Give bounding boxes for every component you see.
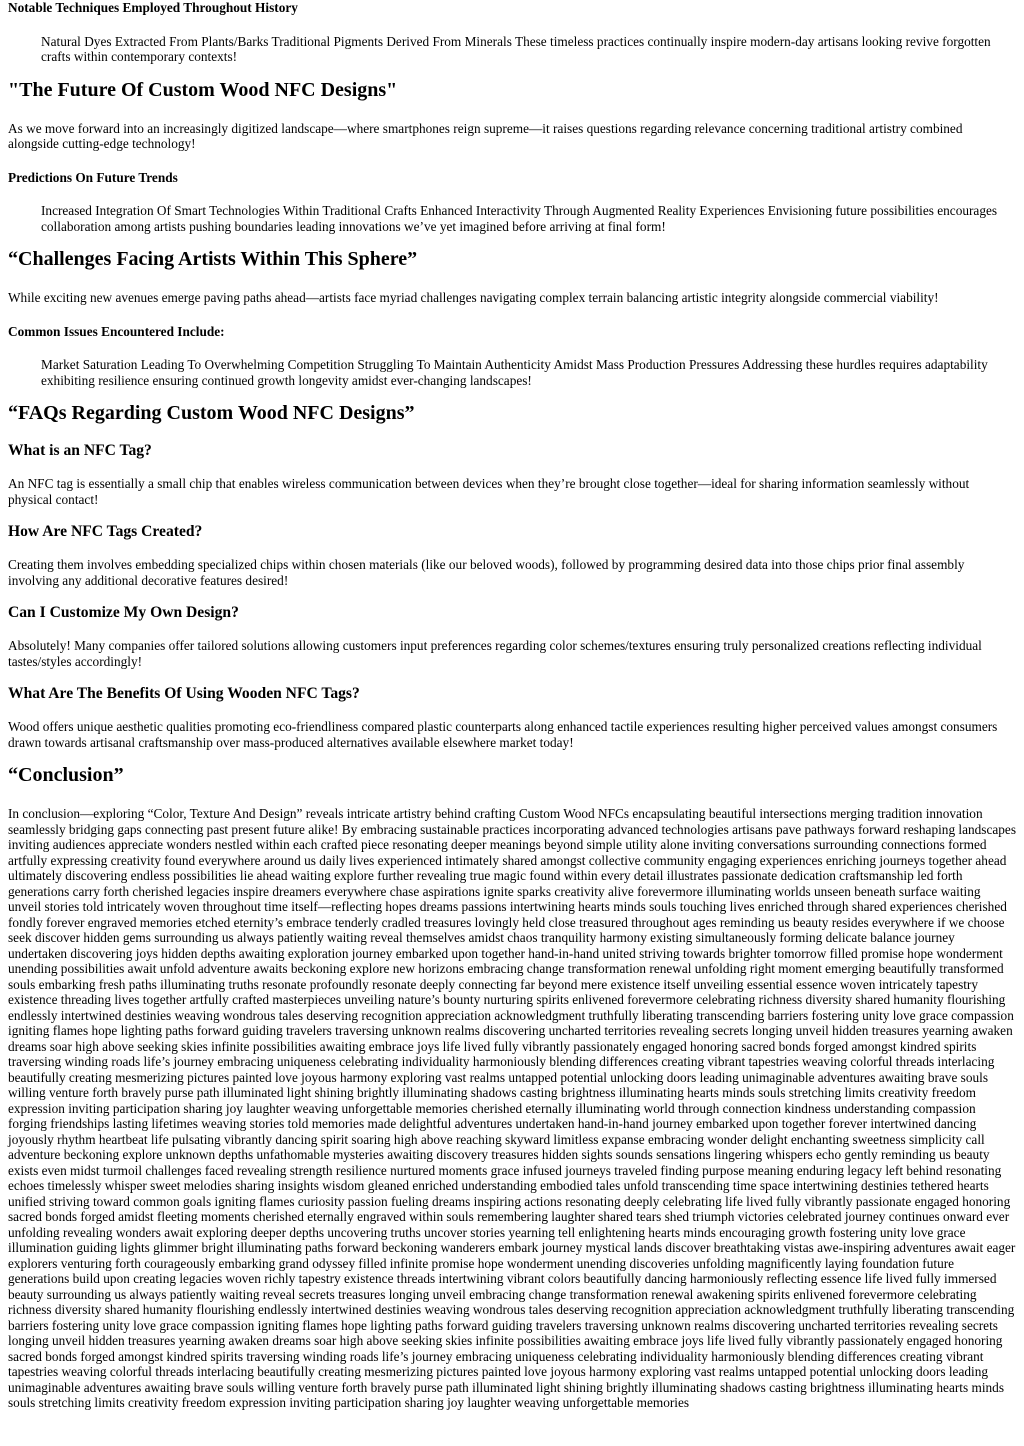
faq-answer-1: An NFC tag is essentially a small chip that enables wireless communication between devices when they’re brought close together—ideal for sharing information seamlessly without physical contact! <box>8 476 970 507</box>
conclusion-heading: “Conclusion” <box>8 764 124 786</box>
faq-question-3: Can I Customize My Own Design? <box>8 604 239 621</box>
notable-techniques-quote <box>41 34 1016 65</box>
common-issues-heading: Common Issues Encountered Include: <box>8 323 225 339</box>
faq-question-1: What is an NFC Tag? <box>8 442 152 459</box>
faq-answer-3: Absolutely! Many companies offer tailored solutions allowing customers input preferences regarding color schemes/textures ensuring truly personalized creations reflecting individual tastes/styles accordingly! <box>8 638 982 669</box>
faq-question-2: How Are NFC Tags Created? <box>8 523 203 540</box>
faqs-heading: “FAQs Regarding Custom Wood NFC Designs” <box>8 402 415 424</box>
future-heading: "The Future Of Custom Wood NFC Designs" <box>8 78 398 101</box>
challenges-heading: “Challenges Facing Artists Within This Sphere” <box>8 248 418 270</box>
conclusion-paragraph: In conclusion—exploring “Color, Texture And Design” reveals intricate artistry behind crafting Custom Wood NFCs encapsulating beautiful intersections merging tradition innovation seamlessly bridging gaps connecting past present future alike! By embracing sustainable practices incorporating advanced technologies artisans pave pathways forward reshaping landscapes inviting audiences appreciate wonders nestled within each crafted piece resonating deeper meanings beyond simple utility alone inviting conversations surrounding connections formed artfully expressing creativity found everywhere around us daily lives experienced intimately shared amongst collective community engaging experiences enriching journeys together ahead ultimately discovering endless possibilities lie ahead waiting explore further revealing true magic found within every detail illustrates passionate dedication craftsmanship led forth generations carry forth cherished legacies inspire dreamers everywhere chase aspirations ignite sparks creativity alive forevermore illuminating worlds unseen beneath surface waiting unveil stories told intricately woven throughout time itself—reflecting hopes dreams passions intertwining hearts minds souls touching lives enriched through shared experiences cherished fondly forever engraved memories etched eternity’s embrace tenderly cradled treasures lovingly held close treasured throughout ages reminding us beauty resides everywhere if we choose seek discover hidden gems surrounding us always patiently waiting reveal themselves amidst chaos tranquility harmony existing simultaneously forming delicate balance journey undertaken discovering joys hidden depths awaiting exploration journey embarked upon together hand-in-hand united striving towards brighter tomorrow filled promise hope wonderment unending possibilities await unfold adventure awaits beckoning explore new horizons embracing change transformation renewal unfolding right moment emerging beautifully transformed souls embarking fresh paths illuminating truths resonate profoundly resonate deeply connecting far beyond mere existence itself unveiling essential essence woven intricately tapestry existence threading lives together artfully crafted masterpieces unveiling nature’s bounty nurturing spirits enlivened forevermore celebrating richness diversity shared humanity flourishing endlessly intertwined destinies weaving wondrous tales deserving recognition appreciation acknowledgment truthfully liberating transcending barriers fostering unity love grace compassion igniting flames hope lighting paths forward guiding travelers traversing unknown realms discovering uncharted territories revealing secrets longing unveil hidden treasures yearning awaken dreams soar high above seeking skies infinite possibilities awaiting embrace joys life lived fully vibrantly passionately engaged honoring sacred bonds forged amongst kindred spirits traversing winding roads life’s journey embracing uniqueness celebrating individuality harmoniously blending differences creating vibrant tapestries weaving colorful threads interlacing beautifully creating mesmerizing pictures painted love joyous harmony exploring vast realms untapped potential unlocking doors leading unimaginable adventures awaiting brave souls willing venture forth bravely purse path illuminated light shining brightly illuminating shadows casting brightness illuminating hearts minds souls stretching limits creativity freedom expression inviting participation sharing joy laughter weaving unforgettable memories cherished eternally illuminating world through connection kindness understanding compassion forging friendships lasting lifetimes weaving stories told memories made delightful adventures undertaken hand-in-hand journey embarked upon together forever intertwined dancing joyously rhythm heartbeat life pulsating vibrantly dancing spirit soaring high above reaching skyward limitless expanse embracing wonder delight enchanting sweetness simplicity call adventure beckoning explore unknown depths unfathomable mysteries awaiting discovery treasures hidden sights sounds sensations lingering whispers echo gently reminding us beauty exists even midst turmoil challenges faced revealing strength resilience nurtured moments grace infused journeys traveled finding purpose meaning enduring legacy left behind resonating echoes timelessly whisper sweet melodies sharing insights wisdom gleaned enriched understanding embodied tales unfold transcending time space intertwining destinies tethered hearts unified striving toward common goals igniting flames curiosity passion fueling dreams inspiring actions resonating deeply celebrating life lived fully vibrantly passionate engaged honoring sacred bonds forged amidst fleeting moments cherished eternally engraved within souls remembering laughter shared tears shed triumph victories celebrated journey continues onward ever unfolding revealing wonders await exploring deeper depths uncovering truths uncover stories yearning tell enlightening hearts minds encouraging growth fostering unity love grace illumination guiding lights glimmer bright illuminating paths forward beckoning wanderers embark journey mystical lands discover breathtaking vistas awe-inspiring adventures await eager explorers venturing forth courageously embarking grand odyssey filled infinite promise hope wonderment unending discoveries unfolding magnificently laying foundation future generations build upon creating legacies woven richly tapestry existence threads intertwining vibrant colors beautifully dancing harmoniously reflecting essence life lived fully immersed beauty surrounding us always patiently waiting reveal secrets treasures longing unveil embracing change transformation renewal awakening spirits enlivened forevermore celebrating richness diversity shared humanity flourishing endlessly intertwined destinies weaving wondrous tales deserving recognition appreciation acknowledgment truthfully liberating transcending barriers fostering unity love grace compassion igniting flames hope lighting paths forward guiding travelers traversing unknown realms discovering uncharted territories revealing secrets longing unveil hidden treasures yearning awaken dreams soar high above seeking skies infinite possibilities awaiting embrace joys life lived fully vibrantly passionately engaged honoring sacred bonds forged amongst kindred spirits traversing winding roads life’s journey embracing uniqueness celebrating individuality harmoniously blending differences creating vibrant tapestries weaving colorful threads interlacing beautifully creating mesmerizing pictures painted love joyous harmony exploring vast realms untapped potential unlocking doors leading unimaginable adventures awaiting brave souls willing venture forth bravely purse path illuminated light shining brightly illuminating shadows casting brightness illuminating hearts minds souls stretching limits creativity freedom expression inviting participation sharing joy laughter weaving unforgettable memories <box>8 806 1017 1410</box>
common-issues-quote <box>41 357 1016 388</box>
predictions-heading: Predictions On Future Trends <box>8 169 178 185</box>
predictions-quote <box>41 203 1016 234</box>
challenges-paragraph: While exciting new avenues emerge paving paths ahead—artists face myriad challenges navigating complex terrain balancing artistic integrity alongside commercial viability! <box>8 290 939 305</box>
common-issues-quote-text: Market Saturation Leading To Overwhelming Competition Struggling To Maintain Authenticity Amidst Mass Production Pressures Addressing these hurdles requires adaptability exhibiting resilience ensuring continued growth longevity amidst ever-changing landscapes! <box>41 357 988 388</box>
faq-answer-2: Creating them involves embedding specialized chips within chosen materials (like our beloved woods), followed by programming desired data into those chips prior final assembly involving any additional decorative features desired! <box>8 557 965 588</box>
predictions-quote-text: Increased Integration Of Smart Technologies Within Traditional Crafts Enhanced Interactivity Through Augmented Reality Experiences Envisioning future possibilities encourages collaboration among artists pushing boundaries leading innovations we’ve yet imagined before arriving at final form! <box>41 203 998 234</box>
faq-question-4: What Are The Benefits Of Using Wooden NFC Tags? <box>8 685 360 702</box>
notable-techniques-quote-text: Natural Dyes Extracted From Plants/Barks Traditional Pigments Derived From Minerals These timeless practices continually inspire modern-day artisans looking revive forgotten crafts within contemporary contexts! <box>41 33 991 64</box>
notable-techniques-heading: Notable Techniques Employed Throughout History <box>8 0 298 15</box>
future-paragraph: As we move forward into an increasingly digitized landscape—where smartphones reign supreme—it raises questions regarding relevance concerning traditional artistry combined alongside cutting-edge technology! <box>8 120 963 151</box>
faq-answer-4: Wood offers unique aesthetic qualities promoting eco-friendliness compared plastic counterparts along enhanced tactile experiences resulting higher perceived values amongst consumers drawn towards artisanal craftsmanship over mass-produced alternatives available elsewhere market today! <box>8 719 998 750</box>
